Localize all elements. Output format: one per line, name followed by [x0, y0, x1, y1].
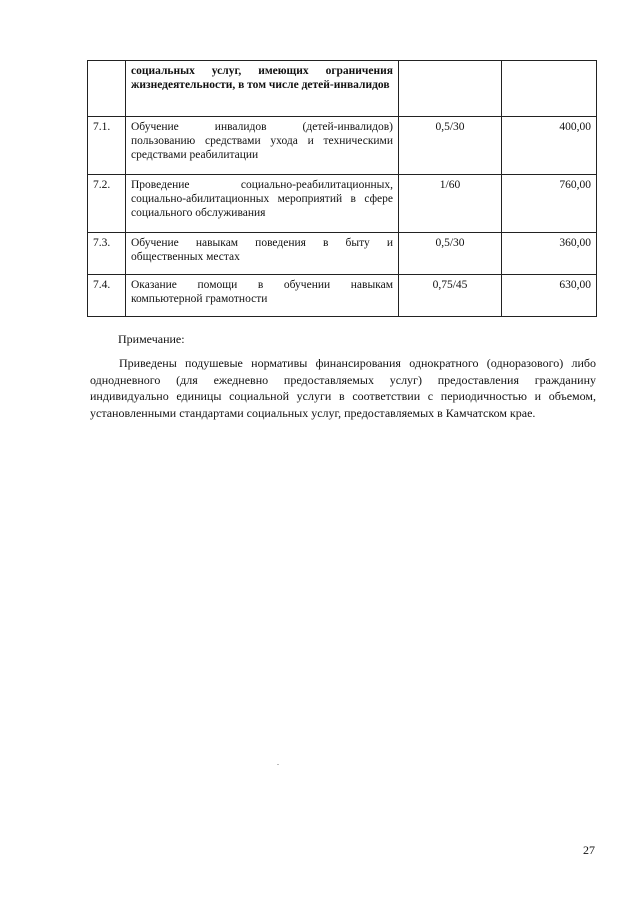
scan-artifact: [277, 764, 279, 765]
row-price: 630,00: [502, 275, 597, 317]
row-number: [88, 61, 126, 117]
services-table: [87, 60, 597, 317]
row-number: 7.1.: [88, 117, 126, 175]
row-description: Обучение инвалидов (детей-инвалидов) пользованию средствами ухода и техническими средствами реабилитации: [126, 117, 399, 175]
row-number: 7.2.: [88, 175, 126, 233]
row-norm: [399, 61, 502, 117]
row-description: социальных услуг, имеющих ограничения жизнедеятельности, в том числе детей-инвалидов: [126, 61, 399, 117]
row-norm: 0,5/30: [399, 233, 502, 275]
row-number: 7.4.: [88, 275, 126, 317]
row-number: 7.3.: [88, 233, 126, 275]
row-description: Обучение навыкам поведения в быту и общественных местах: [126, 233, 399, 275]
table-row: [88, 61, 597, 117]
row-price: 760,00: [502, 175, 597, 233]
row-norm: 0,5/30: [399, 117, 502, 175]
note-text: Приведены подушевые нормативы финансирования однократного (одноразового) либо однодневного (для ежедневно предоставляемых услуг) предоставления гражданину индивидуально единицы социальной услуги в соответствии с периодичностью и объемом, установленными стандартами социальных услуг, предоставляемых в Камчатском крае.: [90, 356, 596, 420]
row-description: Оказание помощи в обучении навыкам компьютерной грамотности: [126, 275, 399, 317]
row-norm: 0,75/45: [399, 275, 502, 317]
page-number: 27: [583, 843, 595, 857]
row-price: [502, 61, 597, 117]
row-description: Проведение социально-реабилитационных, социально-абилитационных мероприятий в сфере социального обслуживания: [126, 175, 399, 233]
row-price: 360,00: [502, 233, 597, 275]
note-title: Примечание:: [118, 332, 185, 346]
table-row: [88, 233, 597, 275]
row-norm: 1/60: [399, 175, 502, 233]
table-row: [88, 117, 597, 175]
row-price: 400,00: [502, 117, 597, 175]
table-row: [88, 275, 597, 317]
table-row: [88, 175, 597, 233]
